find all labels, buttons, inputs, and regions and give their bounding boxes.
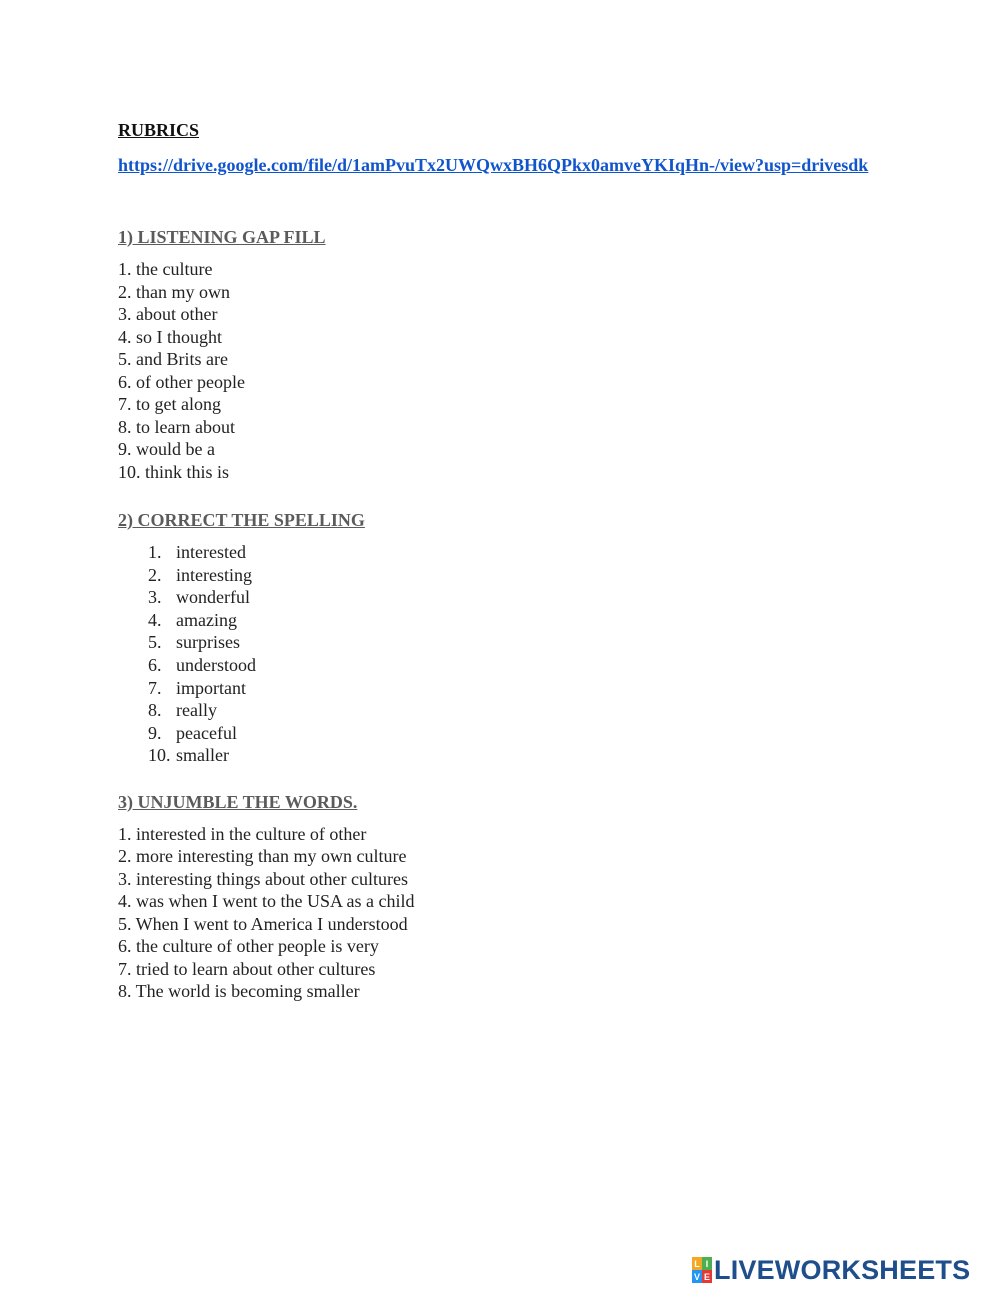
list-item-text: wonderful [176, 587, 250, 608]
list-item [118, 631, 918, 654]
list-item: 3. about other [118, 304, 218, 324]
list-item-text: peaceful [176, 722, 237, 743]
section-listening-gap-fill-title: 1) LISTENING GAP FILL [118, 227, 326, 247]
list-item [118, 744, 918, 767]
list-item: 7. to get along [118, 394, 221, 414]
list-item-number: 2. [148, 564, 162, 585]
list-item: 8. The world is becoming smaller [118, 981, 360, 1002]
liveworksheets-logo-icon [692, 1257, 712, 1283]
list-item-number: 5. [148, 632, 162, 653]
list-item: 6. of other people [118, 371, 245, 392]
list-item: 6. the culture of other people is very [118, 936, 379, 957]
listening-gap-fill-list [118, 258, 918, 483]
list-item: 9. would be a [118, 439, 215, 459]
document-page [118, 118, 918, 1003]
list-item [118, 541, 918, 564]
list-item: 10. think this is [118, 461, 230, 482]
list-item: 5. and Brits are [118, 349, 228, 369]
list-item-text: understood [176, 654, 256, 675]
list-item-text: smaller [176, 745, 229, 766]
list-item [118, 586, 918, 609]
list-item-number: 3. [148, 587, 162, 608]
unjumble-words-list [118, 823, 918, 1003]
list-item: 7. tried to learn about other cultures [118, 958, 376, 979]
logo-text: LIVEWORKSHEETS [714, 1255, 971, 1285]
liveworksheets-logo [692, 1255, 970, 1285]
list-item-text: surprises [176, 632, 240, 653]
list-item [118, 677, 918, 700]
drive-link[interactable]: https://drive.google.com/file/d/1amPvuTx2UWQwxBH6QPkx0amveYKIqHn-/view?usp=drivesdk [118, 155, 869, 175]
list-item-number: 9. [148, 722, 162, 743]
logo-mark-letter: I [702, 1257, 712, 1270]
correct-spelling-list [118, 541, 918, 767]
list-item-number: 6. [148, 654, 162, 675]
logo-mark-letter: V [693, 1271, 700, 1282]
list-item [118, 609, 918, 632]
section-unjumble-words-title: 3) UNJUMBLE THE WORDS. [118, 791, 358, 812]
list-item: 2. than my own [118, 281, 230, 302]
list-item-number: 10. [148, 745, 171, 766]
rubrics-title: RUBRICS [118, 120, 200, 140]
list-item: 1. interested in the culture of other [118, 823, 367, 844]
list-item: 1. the culture [118, 259, 213, 279]
list-item-number: 7. [148, 677, 162, 698]
section-correct-spelling-title: 2) CORRECT THE SPELLING [118, 510, 365, 530]
list-item-number: 1. [148, 542, 162, 562]
logo-mark-letter: E [703, 1271, 710, 1282]
list-item: 4. so I thought [118, 326, 223, 347]
list-item: 4. was when I went to the USA as a child [118, 891, 415, 912]
list-item: 2. more interesting than my own culture [118, 846, 407, 867]
list-item-text: amazing [176, 609, 237, 630]
list-item-text: interested [176, 542, 246, 562]
list-item [118, 654, 918, 677]
logo-mark-letter: L [692, 1257, 702, 1270]
list-item-number: 4. [148, 609, 162, 630]
list-item [118, 722, 918, 745]
list-item-number: 8. [148, 700, 162, 721]
list-item-text: really [176, 700, 217, 721]
list-item: 3. interesting things about other cultures [118, 868, 408, 889]
list-item: 5. When I went to America I understood [118, 913, 408, 934]
list-item [118, 564, 918, 587]
list-item [118, 699, 918, 722]
list-item-text: important [176, 677, 246, 698]
list-item-text: interesting [176, 564, 252, 585]
list-item: 8. to learn about [118, 416, 235, 437]
